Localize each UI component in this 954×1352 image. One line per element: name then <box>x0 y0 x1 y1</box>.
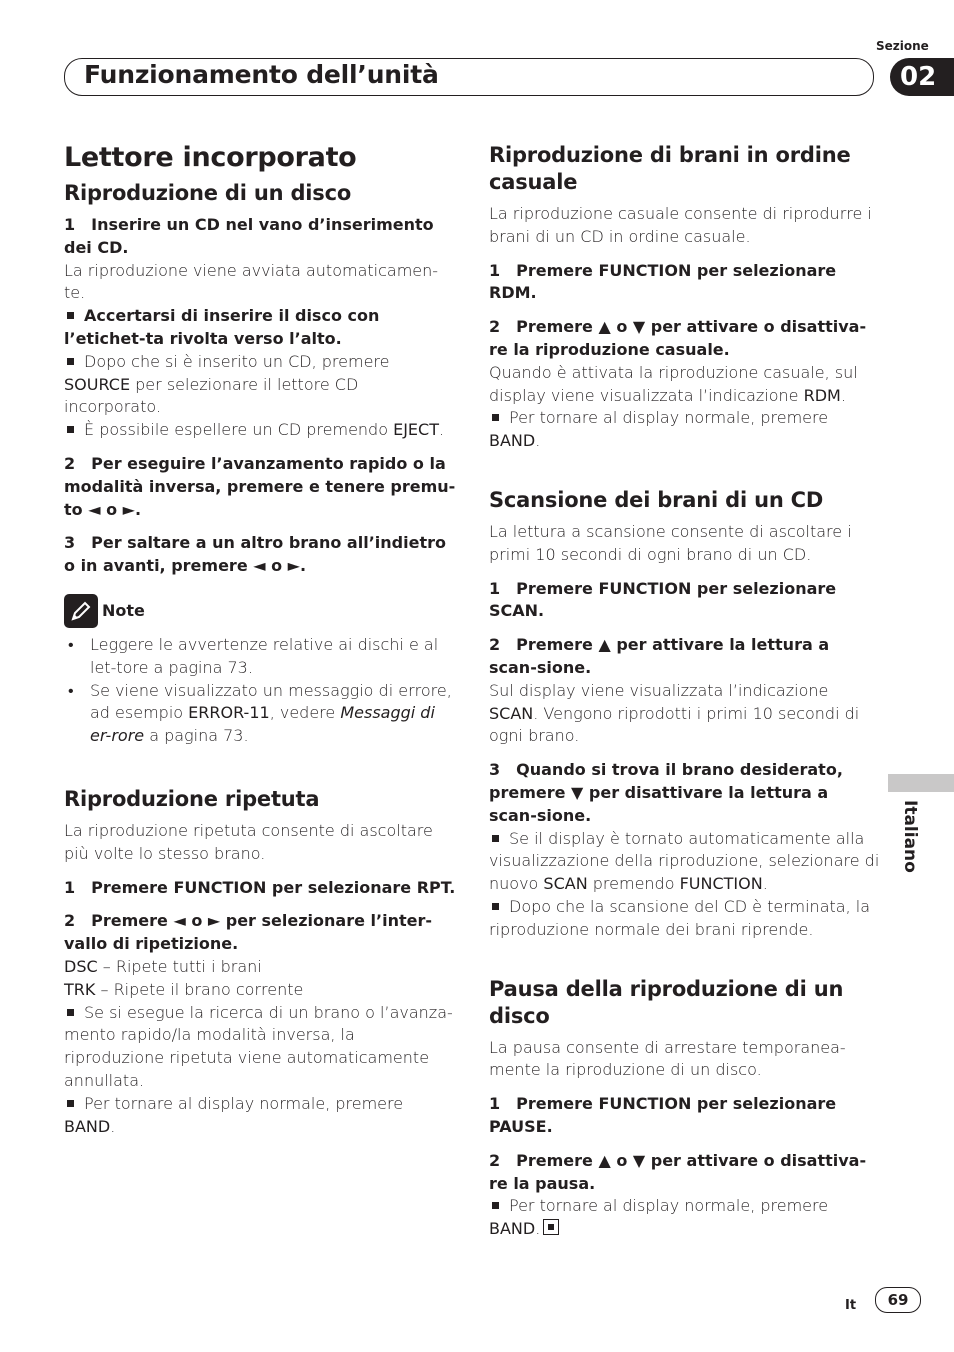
pause-desc: La pausa consente di arrestare temporanea-mente la riproduzione di un disco. <box>489 1037 846 1080</box>
scan-step-3: 3 Quando si trova il brano desiderato, premere ▼ per disattivare la lettura a scan-sione. <box>489 760 843 825</box>
pencil-note-icon <box>64 594 98 628</box>
end-of-section-icon <box>543 1219 559 1235</box>
bullet-square-icon <box>492 835 499 842</box>
bullet-square-icon <box>67 426 74 433</box>
pause-heading: Pausa della riproduzione di un disco <box>489 976 844 1028</box>
random-step-2: 2 Premere ▲ o ▼ per attivare o disattiva-re la riproduzione casuale. <box>489 317 867 359</box>
language-code: It <box>845 1298 857 1313</box>
disc-bullet-2: Dopo che si è inserito un CD, premere SOURCE per selezionare il lettore CD incorporato. <box>64 351 390 417</box>
disc-bullet-1: Accertarsi di inserire il disco con l’etichet-ta rivolta verso l’alto. <box>64 306 380 348</box>
disc-step-2: 2 Per eseguire l’avanzamento rapido o la modalità inversa, premere e tenere premu-to ◄ o ►. <box>64 453 456 519</box>
repeat-option-trk: TRK – Ripete il brano corrente <box>64 979 304 999</box>
right-column <box>489 142 881 1241</box>
bullet-square-icon <box>492 414 499 421</box>
pause-step-1: 1 Premere FUNCTION per selezionare PAUSE. <box>489 1094 837 1136</box>
random-bullet-1: Per tornare al display normale, premere BAND. <box>489 408 829 451</box>
random-step-1: 1 Premere FUNCTION per selezionare RDM. <box>489 260 837 303</box>
disc-step-1-desc: La riproduzione viene avviata automaticamen-te. <box>64 260 439 303</box>
note-item-2: • Se viene visualizzato un messaggio di errore, ad esempio ERROR-11, vedere Messaggi di er-rore a pagina 73. <box>68 680 452 746</box>
repeat-bullet-1: Se si esegue la ricerca di un brano o l’avanza-mento rapido/la modalità inversa, la riproduzione ripetuta viene automaticamente annullata. <box>64 1002 453 1090</box>
scan-desc: La lettura a scansione consente di ascoltare i primi 10 secondi di ogni brano di un CD. <box>489 521 852 564</box>
note-title: Note <box>102 600 145 620</box>
disc-step-3: 3 Per saltare a un altro brano all’indietro o in avanti, premere ◄ o ►. <box>64 533 446 576</box>
disc-step-1: 1 Inserire un CD nel vano d’inserimento dei CD. <box>64 215 434 257</box>
note-item-1: • Leggere le avvertenze relative ai dischi e al let-tore a pagina 73. <box>68 634 439 677</box>
repeat-heading: Riproduzione ripetuta <box>64 786 320 811</box>
language-tab: Italiano <box>900 800 920 873</box>
bullet-square-icon <box>67 358 74 365</box>
scan-bullet-1: Se il display è tornato automaticamente alla visualizzazione della riproduzione, selezionare di nuovo SCAN premendo FUNCTION. <box>489 828 880 894</box>
bullet-square-icon <box>492 1202 499 1209</box>
repeat-desc: La riproduzione ripetuta consente di ascoltare più volte lo stesso brano. <box>64 820 433 863</box>
left-column <box>64 142 456 1138</box>
scan-heading: Scansione dei brani di un CD <box>489 487 824 512</box>
random-desc-2: Quando è attivata la riproduzione casuale, sul display viene visualizzata l’indicazione RDM. <box>489 362 858 405</box>
page-title: Lettore incorporato <box>64 142 357 173</box>
bullet-square-icon <box>67 1100 74 1107</box>
chapter-title: Funzionamento dell’unità <box>84 60 439 89</box>
page-number: 69 <box>875 1287 921 1313</box>
scan-step-2: 2 Premere ▲ per attivare la lettura a scan-sione. <box>489 635 830 677</box>
section-number-badge: 02 <box>890 58 954 96</box>
disc-bullet-3: È possibile espellere un CD premendo EJECT. <box>64 419 456 442</box>
random-heading: Riproduzione di brani in ordine casuale <box>489 143 851 194</box>
repeat-option-dsc: DSC – Ripete tutti i brani <box>64 956 262 976</box>
disc-heading: Riproduzione di un disco <box>64 181 352 205</box>
bullet-square-icon <box>67 1009 74 1016</box>
note-header <box>64 594 456 628</box>
section-label: Sezione <box>876 39 929 53</box>
repeat-step-2: 2 Premere ◄ o ► per selezionare l’inter-vallo di ripetizione. <box>64 911 432 954</box>
bullet-square-icon <box>67 312 74 319</box>
repeat-bullet-2: Per tornare al display normale, premere BAND. <box>64 1093 404 1136</box>
random-desc: La riproduzione casuale consente di riprodurre i brani di un CD in ordine casuale. <box>489 204 872 246</box>
scan-desc-2: Sul display viene visualizzata l’indicazione SCAN. Vengono riprodotti i primi 10 secondi di ogni brano. <box>489 680 860 746</box>
repeat-step-1: 1 Premere FUNCTION per selezionare RPT. <box>64 877 456 897</box>
pause-step-2: 2 Premere ▲ o ▼ per attivare o disattiva-re la pausa. <box>489 1150 867 1193</box>
scan-bullet-2: Dopo che la scansione del CD è terminata, la riproduzione normale dei brani riprende. <box>489 896 870 939</box>
bullet-square-icon <box>492 903 499 910</box>
language-tab-bar <box>888 774 954 792</box>
pause-bullet-1: Per tornare al display normale, premere BAND. <box>489 1196 829 1239</box>
scan-step-1: 1 Premere FUNCTION per selezionare SCAN. <box>489 578 837 621</box>
